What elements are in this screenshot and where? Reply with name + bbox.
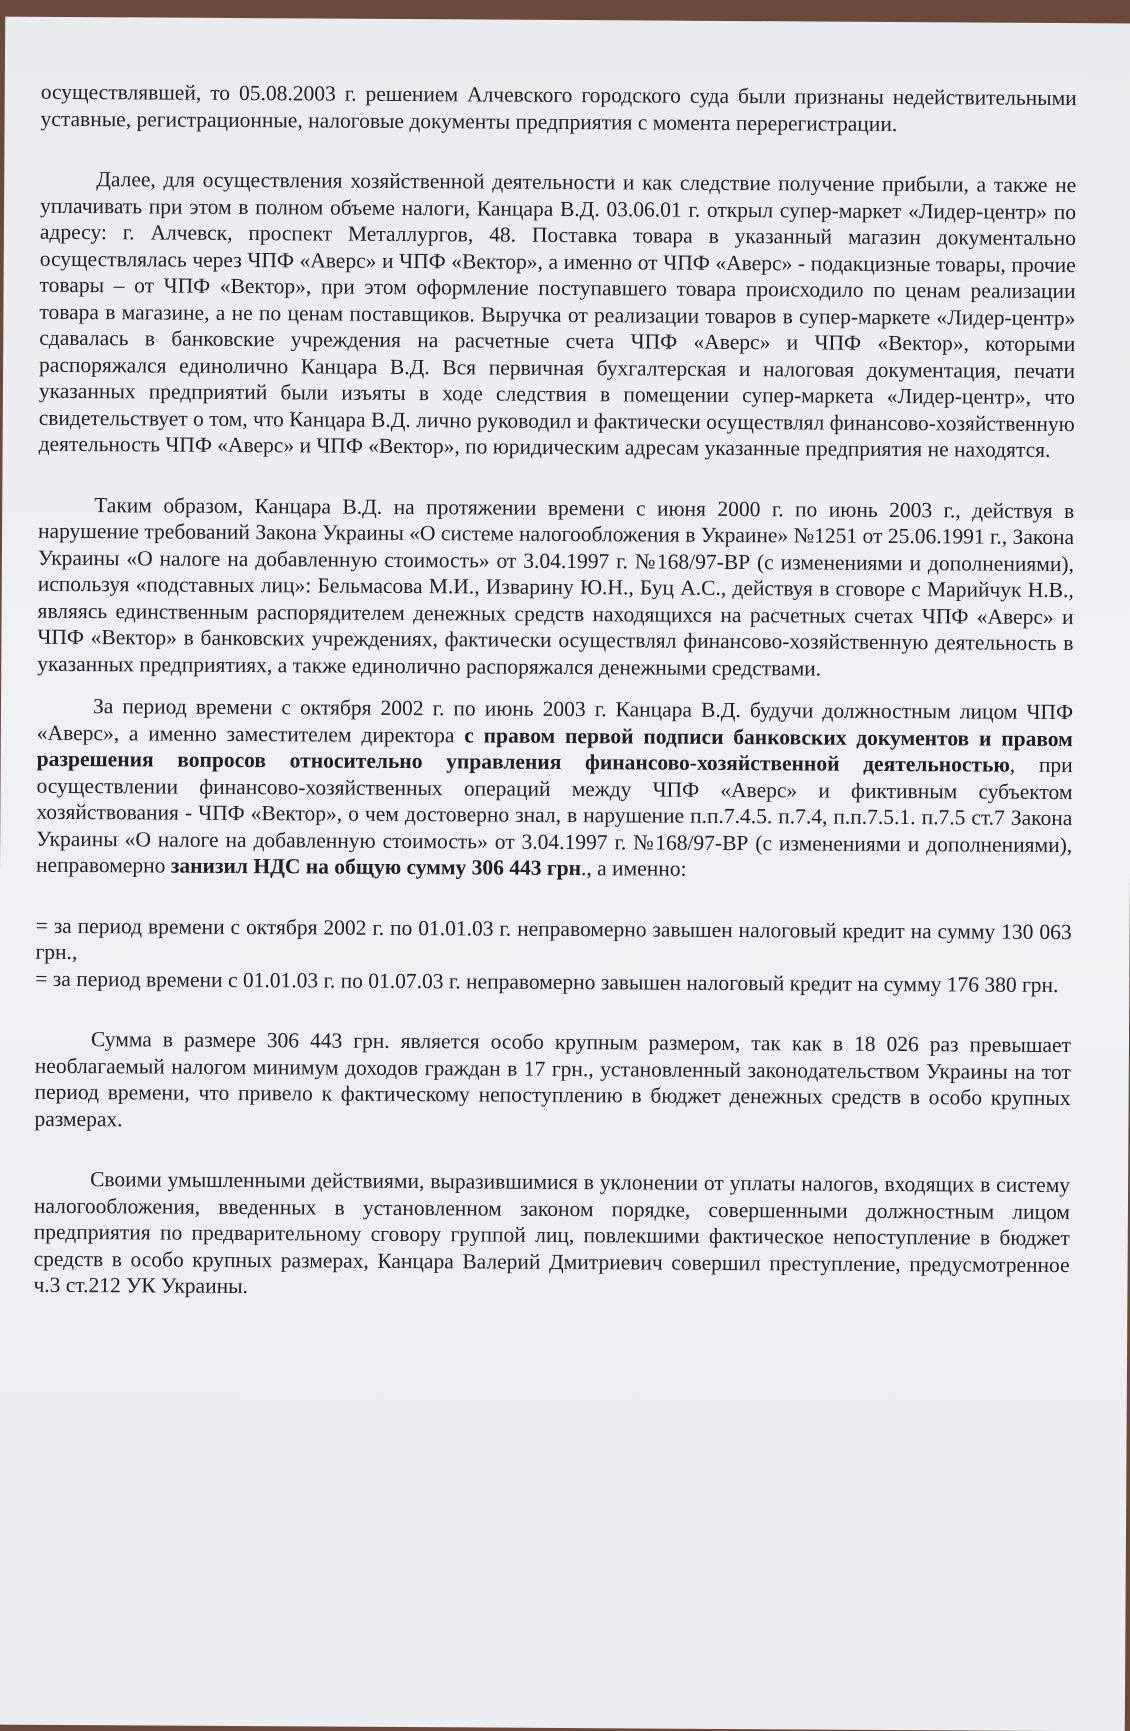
text-span: ., а именно: <box>580 856 687 881</box>
text-span: , при осуществлении финансово-хозяйственных операций между ЧПФ «Аверс» и фиктивным субъектом хозяйствования - ЧПФ «Вектор», о чем достоверно знал, в нарушение п.п.7.4.5. п.7.4, п.п.7.5.1. п.7.5 ст.7 Закона Украины «О налоге на добавленную стоимость» от 3.04.1997 г. №168/97-ВР (с изменениями и дополнениями), неправомерно <box>35 752 1073 878</box>
document-page <box>0 17 1130 1731</box>
list-item-period-1: = за период времени с октября 2002 г. по 01.01.03 г. неправомерно завышен налоговый кредит на сумму 130 063 грн., <box>35 913 1072 965</box>
bold-text-signing-rights: с правом первой подписи банковских документов и правом разрешения вопросов относительно управления финансово-хозяйственной деятельностью <box>36 722 1073 777</box>
paragraph-vat-understatement <box>36 693 1073 885</box>
text-span: За период времени с октября 2002 г. по июнь 2003 г. Канцара В.Д. будучи должностным лицом ЧПФ «Аверс», а именно заместителем директора <box>36 694 1074 747</box>
paragraph-large-amount: Сумма в размере 306 443 грн. является особо крупным размером, так как в 18 026 раз превышает необлагаемый налогом минимум доходов граждан в 17 грн., установленный законодательством Украины на тот период времени, что привело к фактическому непоступлению в бюджет денежных средств в особо крупных размерах. <box>34 1027 1072 1131</box>
bold-text-vat-amount: занизил НДС на общую сумму 306 443 грн <box>170 853 582 881</box>
paragraph-summary: Таким образом, Канцара В.Д. на протяжении времени с июня 2000 г. по июнь 2003 г., действуя в нарушение требований Закона Украины «О системе налогообложения в Украине» №1251 от 25.06.1991 г., Закона Украины «О налоге на добавленную стоимость» от 3.04.1997 г. №168/97-ВР (с изменениями и дополнениями), используя «подставных лиц»: Бельмасова М.И., Изварину Ю.Н., Буц А.С., действуя в сговоре с Марийчук Н.В., являясь единственным распорядителем денежных средств находящихся на расчетных счетах ЧПФ «Аверс» и ЧПФ «Вектор» в банковских учреждениях, фактически осуществлял финансово-хозяйственную деятельность в указанных предприятиях, а также единолично распоряжался денежными средствами. <box>37 492 1075 681</box>
paragraph-supermarket: Далее, для осуществления хозяйственной деятельности и как следствие получение прибыли, а также не уплачивать при этом в полном объеме налоги, Канцара В.Д. 03.06.01 г. открыл супер-маркет «Лидер-центр» по адресу: г. Алчевск, проспект Металлургов, 48. Поставка товара в указанный магазин документально осуществлялась через ЧПФ «Аверс» и ЧПФ «Вектор», а именно от ЧПФ «Аверс» - подакцизные товары, прочие товары – от ЧПФ «Вектор», при этом оформление поступавшего товара происходило по ценам реализации товара в магазине, а не по ценам поставщиков. Выручка от реализации товаров в супер-маркете «Лидер-центр» сдавалась в банковские учреждения на расчетные счета ЧПФ «Аверс» и ЧПФ «Вектор», которыми распоряжался единолично Канцара В.Д. Вся первичная бухгалтерская и налоговая документация, печати указанных предприятий были изъяты в ходе следствия в помещении супер-маркета «Лидер-центр», что свидетельствует о том, что Канцара В.Д. лично руководил и фактически осуществлял финансово-хозяйственную деятельность ЧПФ «Аверс» и ЧПФ «Вектор», по юридическим адресам указанные предприятия не находятся. <box>38 167 1077 462</box>
paragraph-court-decision: осуществлявшей, то 05.08.2003 г. решением Алчевского городского суда были признаны недействительными уставные, регистрационные, налоговые документы предприятия с момента перерегистрации. <box>40 79 1077 136</box>
paragraph-conclusion: Своими умышленными действиями, выразившимися в уклонении от уплаты налогов, входящих в систему налогообложения, введенных в установленном законом порядке, совершенными должностным лицом предприятия по предварительному сговору группой лиц, повлекшими фактическое непоступление в бюджет средств в особо крупных размерах, Канцара Валерий Дмитриевич совершил преступление, предусмотренное ч.3 ст.212 УК Украины. <box>33 1167 1071 1299</box>
list-item-period-2: = за период времени с 01.01.03 г. по 01.07.03 г. неправомерно завышен налоговый кредит на сумму 176 380 грн. <box>35 966 1059 997</box>
